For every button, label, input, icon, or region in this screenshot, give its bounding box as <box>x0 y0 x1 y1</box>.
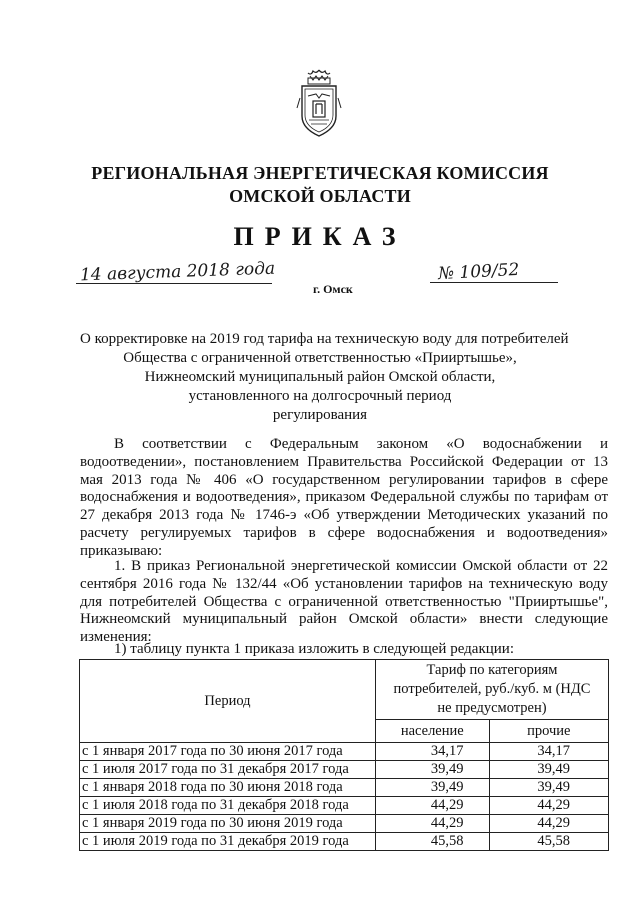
other-tariff-cell: 39,49 <box>489 779 608 797</box>
period-cell: с 1 января 2018 года по 30 июня 2018 года <box>80 779 376 797</box>
handwritten-number: № 109/52 <box>437 259 520 285</box>
other-tariff-cell: 44,29 <box>489 797 608 815</box>
tariff-table <box>79 659 609 851</box>
clause-1-paragraph: 1. В приказ Региональной энергетической комиссии Омской области от 22 сентября 2016 года № 132/44 «Об установлении тарифов на техническую воду для потребителей Общества с ограниченной ответственностью "Прииртышье", Нижнеомский муниципальный район Омской области» внести следующие изменения: <box>80 558 608 646</box>
period-cell: с 1 июля 2018 года по 31 декабря 2018 года <box>80 797 376 815</box>
table-header-row <box>80 660 609 720</box>
subject-line: Нижнеомский муниципальный район Омской области, <box>144 369 496 385</box>
table-row <box>80 815 609 833</box>
period-cell: с 1 июля 2017 года по 31 декабря 2017 года <box>80 761 376 779</box>
city-label: г. Омск <box>313 282 353 296</box>
table-row <box>80 761 609 779</box>
organization-name: РЕГИОНАЛЬНАЯ ЭНЕРГЕТИЧЕСКАЯ КОМИССИЯ <box>91 163 549 183</box>
population-tariff-cell: 45,58 <box>376 833 490 851</box>
date-underline <box>76 283 272 284</box>
population-tariff-cell: 44,29 <box>376 797 490 815</box>
coat-of-arms-icon <box>296 68 342 140</box>
period-cell: с 1 января 2017 года по 30 июня 2017 года <box>80 743 376 761</box>
other-tariff-cell: 34,17 <box>489 743 608 761</box>
subject-line: регулирования <box>272 407 368 423</box>
period-header: Период <box>80 660 376 743</box>
subject-line: О корректировке на 2019 год тарифа на техническую воду для потребителей <box>80 331 569 347</box>
order-subject <box>80 330 569 425</box>
table-row <box>80 797 609 815</box>
subject-line: Общества с ограниченной ответственностью «Прииртышье», <box>123 350 517 366</box>
population-tariff-cell: 44,29 <box>376 815 490 833</box>
population-tariff-cell: 39,49 <box>376 779 490 797</box>
document-title: ПРИКАЗ <box>233 222 407 251</box>
other-tariff-cell: 44,29 <box>489 815 608 833</box>
population-header: население <box>376 720 490 743</box>
population-tariff-cell: 39,49 <box>376 761 490 779</box>
preamble-paragraph: В соответствии с Федеральным законом «О водоснабжении и водоотведении», постановлением Правительства Российской Федерации от 13 мая 2013 года № 406 «О государственном регулировании тарифов в сфере водоснабжения и водоотведения», приказом Федеральной службы по тарифам от 27 декабря 2013 года № 1746-э «Об утверждении Методических указаний по расчету регулируемых тарифов в сфере водоснабжения и водоотведения» приказываю: <box>80 436 608 559</box>
period-cell: с 1 июля 2019 года по 31 декабря 2019 года <box>80 833 376 851</box>
population-tariff-cell: 34,17 <box>376 743 490 761</box>
subclause-1-paragraph: 1) таблицу пункта 1 приказа изложить в следующей редакции: <box>114 641 514 657</box>
other-tariff-cell: 39,49 <box>489 761 608 779</box>
subject-line: установленного на долгосрочный период <box>188 388 452 404</box>
tariff-header: Тариф по категориям потребителей, руб./куб. м (НДС не предусмотрен) <box>376 660 609 720</box>
table-row <box>80 779 609 797</box>
other-tariff-cell: 45,58 <box>489 833 608 851</box>
other-header: прочие <box>489 720 608 743</box>
table-row <box>80 833 609 851</box>
number-underline <box>430 282 558 283</box>
handwritten-date: 14 августа 2018 года <box>79 258 276 286</box>
period-cell: с 1 января 2019 года по 30 июня 2019 года <box>80 815 376 833</box>
table-row <box>80 743 609 761</box>
organization-region: ОМСКОЙ ОБЛАСТИ <box>229 186 411 206</box>
